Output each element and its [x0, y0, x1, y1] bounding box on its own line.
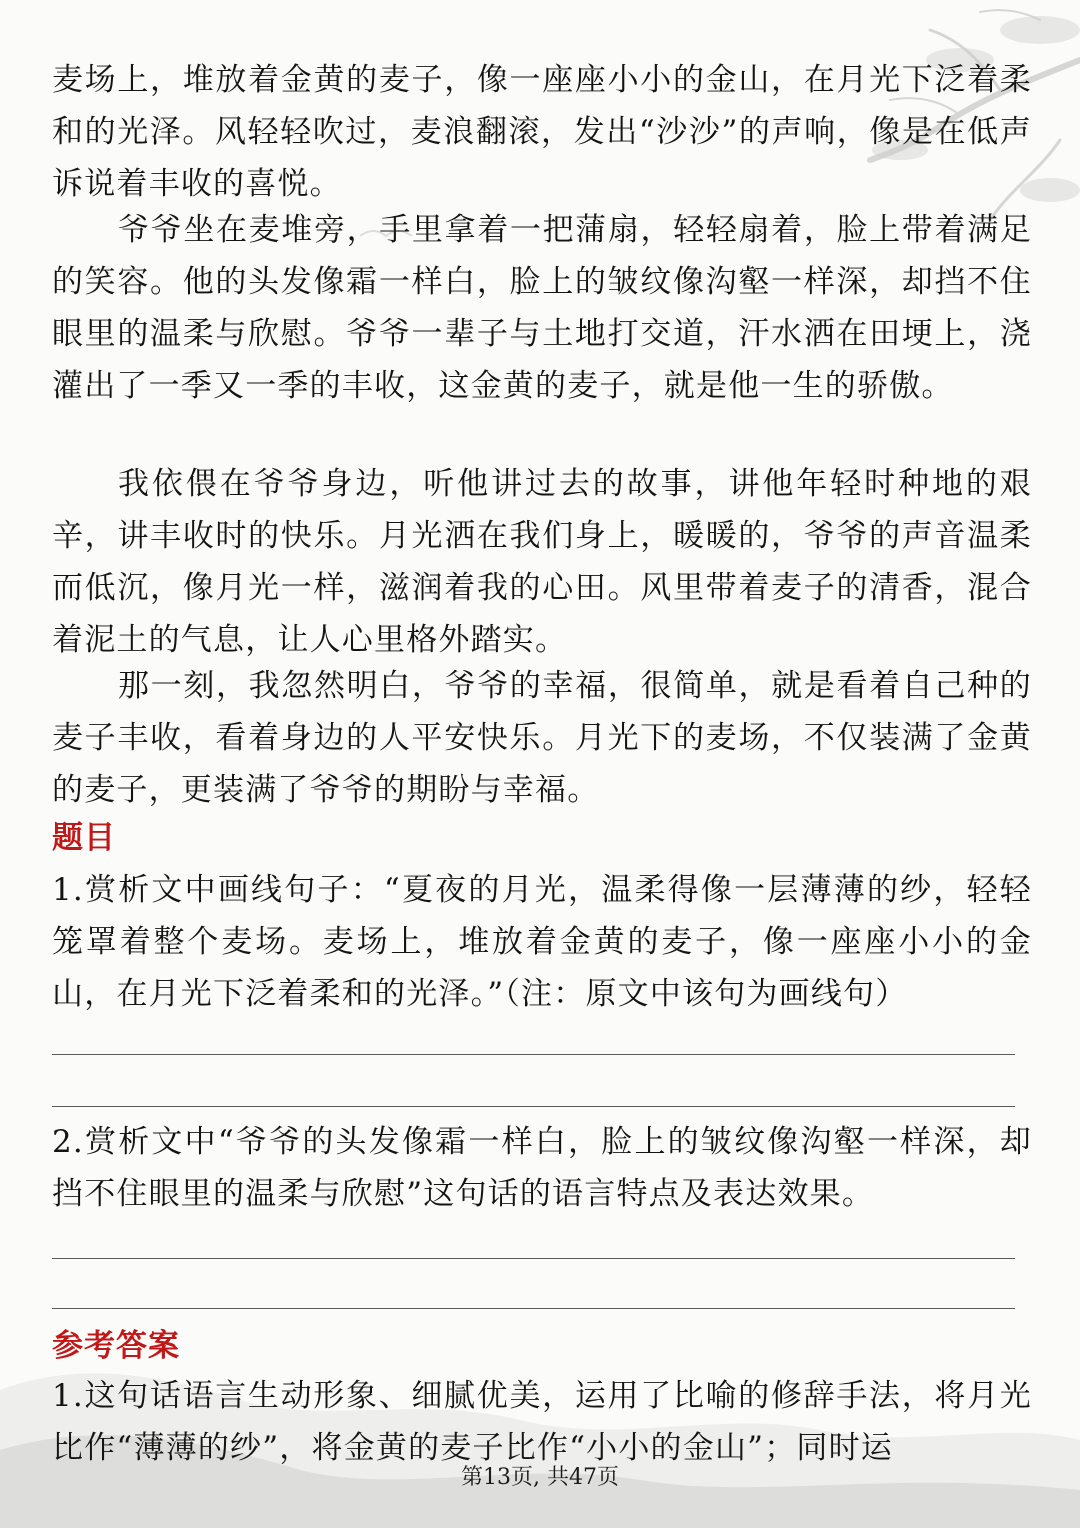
passage-paragraph-4: 那一刻，我忽然明白，爷爷的幸福，很简单，就是看着自己种的麦子丰收，看着身边的人平安快乐。月光下的麦场，不仅装满了金黄的麦子，更装满了爷爷的期盼与幸福。 [52, 668, 1032, 808]
questions-heading: 题目 [52, 820, 116, 856]
answer-line [52, 1308, 1015, 1309]
page-number: 第13页, 共47页 [461, 1465, 619, 1490]
answer-line [52, 1054, 1015, 1055]
passage-paragraph-1: 麦场上，堆放着金黄的麦子，像一座座小小的金山，在月光下泛着柔和的光泽。风轻轻吹过，麦浪翻滚，发出“沙沙”的声响，像是在低声诉说着丰收的喜悦。 [52, 62, 1032, 202]
passage-paragraph-3: 我依偎在爷爷身边，听他讲过去的故事，讲他年轻时种地的艰辛，讲丰收时的快乐。月光洒在我们身上，暖暖的，爷爷的声音温柔而低沉，像月光一样，滋润着我的心田。风里带着麦子的清香，混合着泥土的气息，让人心里格外踏实。 [52, 466, 1032, 658]
question-2: 2.赏析文中“爷爷的头发像霜一样白，脸上的皱纹像沟壑一样深，却挡不住眼里的温柔与欣慰”这句话的语言特点及表达效果。 [52, 1124, 1032, 1212]
question-1: 1.赏析文中画线句子：“夏夜的月光，温柔得像一层薄薄的纱，轻轻笼罩着整个麦场。麦场上，堆放着金黄的麦子，像一座座小小的金山，在月光下泛着柔和的光泽。”（注：原文中该句为画线句） [52, 872, 1032, 1012]
answer-1: 1.这句话语言生动形象、细腻优美，运用了比喻的修辞手法，将月光比作“薄薄的纱”，将金黄的麦子比作“小小的金山”；同时运 [52, 1378, 1032, 1466]
answer-line [52, 1106, 1015, 1107]
answer-line [52, 1258, 1015, 1259]
passage-paragraph-2: 爷爷坐在麦堆旁，手里拿着一把蒲扇，轻轻扇着，脸上带着满足的笑容。他的头发像霜一样白，脸上的皱纹像沟壑一样深，却挡不住眼里的温柔与欣慰。爷爷一辈子与土地打交道，汗水洒在田埂上，浇灌出了一季又一季的丰收，这金黄的麦子，就是他一生的骄傲。 [52, 212, 1032, 404]
answers-heading: 参考答案 [52, 1328, 180, 1364]
